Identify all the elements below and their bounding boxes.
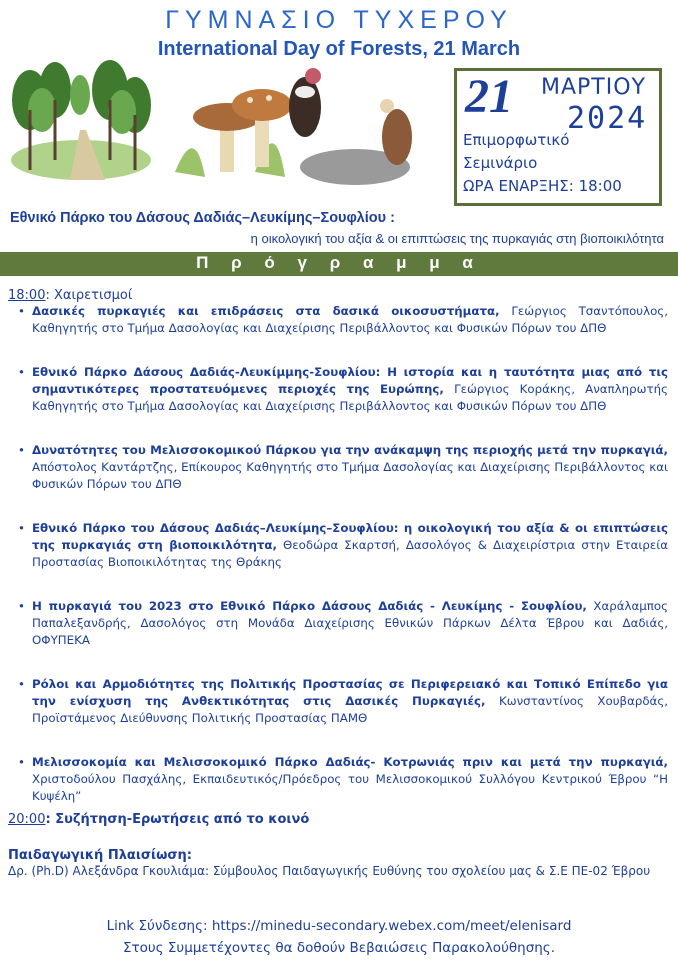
- talk-speaker: Χριστοδούλου Πασχάλης, Εκπαιδευτικός/Πρόεδρος του Μελισσοκομικού Συλλόγου Κεντρικού Έβρου “Η Κυψέλη”: [32, 772, 668, 803]
- list-item: [18, 442, 668, 493]
- date-month: ΜΑΡΤΙΟΥ: [541, 75, 646, 100]
- bullet-icon: •: [18, 365, 25, 379]
- bullet-icon: •: [18, 755, 25, 769]
- bullet-icon: •: [18, 304, 25, 318]
- park-subtitle: η οικολογική του αξία & οι επιπτώσεις της πυρκαγιάς στη βιοποικιλότητα: [250, 231, 664, 246]
- talk-speaker: Γεώργιος Τσαντόπουλος, Καθηγητής στο Τμήμα Δασολογίας και Διαχείρισης Περιβάλλοντος και Φυσικών Πόρων του ΔΠΘ: [32, 304, 668, 335]
- talk-title: Ρόλοι και Αρμοδιότητες της Πολιτικής Προστασίας σε Περιφερειακό και Τοπικό Επίπεδο για την ενίσχυση της Ανθεκτικότητας στις Δασικές Πυρκαγιές,: [32, 677, 668, 708]
- education-heading: Παιδαγωγική Πλαισίωση:: [8, 848, 192, 863]
- seminar-type-line2: Σεμινάριο: [463, 154, 538, 172]
- talk-title: Η πυρκαγιά του 2023 στο Εθνικό Πάρκο Δάσους Δαδιάς - Λευκίμης - Σουφλίου,: [32, 599, 587, 613]
- talk-speaker: Χαράλαμπος Παπαλεξανδρής, Δασολόγος στη Μονάδα Διαχείρισης Εθνικών Πάρκων Δέλτα Έβρου και Δαδιάς, ΟΦΥΠΕΚΑ: [32, 599, 668, 647]
- date-box: [454, 68, 662, 206]
- start-time: ΩΡΑ ΕΝΑΡΞΗΣ: 18:00: [463, 177, 622, 195]
- forest-path-illustration: [10, 60, 152, 180]
- list-item: [18, 303, 668, 337]
- talk-speaker: Γεώργιος Κοράκης, Αναπληρωτής Καθηγητής στο Τμήμα Δασολογίας και Διαχείρισης Περιβάλλοντος και Φυσικών Πόρων του ΔΠΘ: [32, 382, 668, 413]
- bullet-icon: •: [18, 599, 25, 613]
- talk-title: Δασικές πυρκαγιές και επιδράσεις στα δασικά οικοσυστήματα,: [32, 304, 500, 318]
- list-item: [18, 520, 668, 571]
- mushrooms-vultures-illustration: [165, 62, 450, 187]
- event-title: International Day of Forests, 21 March: [157, 38, 521, 60]
- welcome-time: 18:00: [8, 288, 46, 303]
- talks-list: [18, 303, 668, 832]
- talk-speaker: Θεοδώρα Σκαρτσή, Δασολόγος & Διαχειρίστρια στην Εταιρεία Προστασίας Βιοποικιλότητας της Θράκης: [32, 538, 668, 569]
- talk-speaker: Απόστολος Καντάρτζης, Επίκουρος Καθηγητής στο Τμήμα Δασολογίας και Διαχείρισης Περιβάλλοντος και Φυσικών Πόρων του ΔΠΘ: [32, 460, 668, 491]
- seminar-type-line1: Επιμορφωτικό: [463, 131, 570, 149]
- list-item: [18, 364, 668, 415]
- bullet-icon: •: [18, 521, 25, 535]
- talk-title: Μελισσοκομία και Μελισσοκομικό Πάρκο Δαδιάς- Κοτρωνιάς πριν και μετά την πυρκαγιά,: [32, 755, 668, 769]
- talk-title: Εθνικό Πάρκο Δάσους Δαδιάς-Λευκίμμης-Σουφλίου: Η ιστορία και η ταυτότητα μιας από τις σημαντικότερες προστατευόμενες περιοχές της Ευρώπης,: [32, 365, 668, 396]
- talk-title: Εθνικό Πάρκο του Δάσους Δαδιάς–Λευκίμης–Σουφλίου: η οικολογική του αξία & οι επιπτώσεις της πυρκαγιάς στη βιοποικιλότητα,: [32, 521, 668, 552]
- talk-speaker: Κωνσταντίνος Χουβαρδάς, Προϊστάμενος Διεύθυνσης Πολιτικής Προστασίας ΠΑΜΘ: [32, 694, 669, 725]
- park-title: Εθνικό Πάρκο του Δάσους Δαδιάς–Λευκίμης–Σουφλίου :: [10, 210, 395, 226]
- school-name: ΓΥΜΝΑΣΙΟ ΤΥΧΕΡΟΥ: [165, 6, 513, 34]
- talk-title: Δυνατότητες του Μελισσοκομικού Πάρκου για την ανάκαμψη της περιοχής μετά την πυρκαγιά,: [32, 443, 668, 457]
- welcome-line: [8, 288, 132, 303]
- discussion-line: [8, 812, 309, 827]
- bullet-icon: •: [18, 443, 25, 457]
- date-year: 2024: [567, 101, 648, 136]
- list-item: [18, 676, 668, 727]
- webex-link[interactable]: Link Σύνδεσης: https://minedu-secondary.webex.com/meet/elenisard: [106, 918, 572, 934]
- discussion-label: : Συζήτηση-Ερωτήσεις από το κοινό: [45, 812, 310, 827]
- list-item: [18, 754, 668, 805]
- bullet-icon: •: [18, 677, 25, 691]
- certificate-note: Στους Συμμετέχοντες θα δοθούν Βεβαιώσεις Παρακολούθησης.: [122, 940, 556, 956]
- list-item: [18, 598, 668, 649]
- date-day: 21: [465, 70, 513, 123]
- education-body: Δρ. (Ph.D) Αλεξάνδρα Γκουλιάμα: Σύμβουλος Παιδαγωγικής Ευθύνης του σχολείου μας & Σ.Ε ΠΕ-02 Έβρου: [8, 864, 651, 878]
- discussion-time: 20:00: [8, 812, 46, 827]
- welcome-label: : Χαιρετισμοί: [45, 288, 133, 303]
- program-label: Π ρ ό γ ρ α μ μ α: [196, 253, 482, 272]
